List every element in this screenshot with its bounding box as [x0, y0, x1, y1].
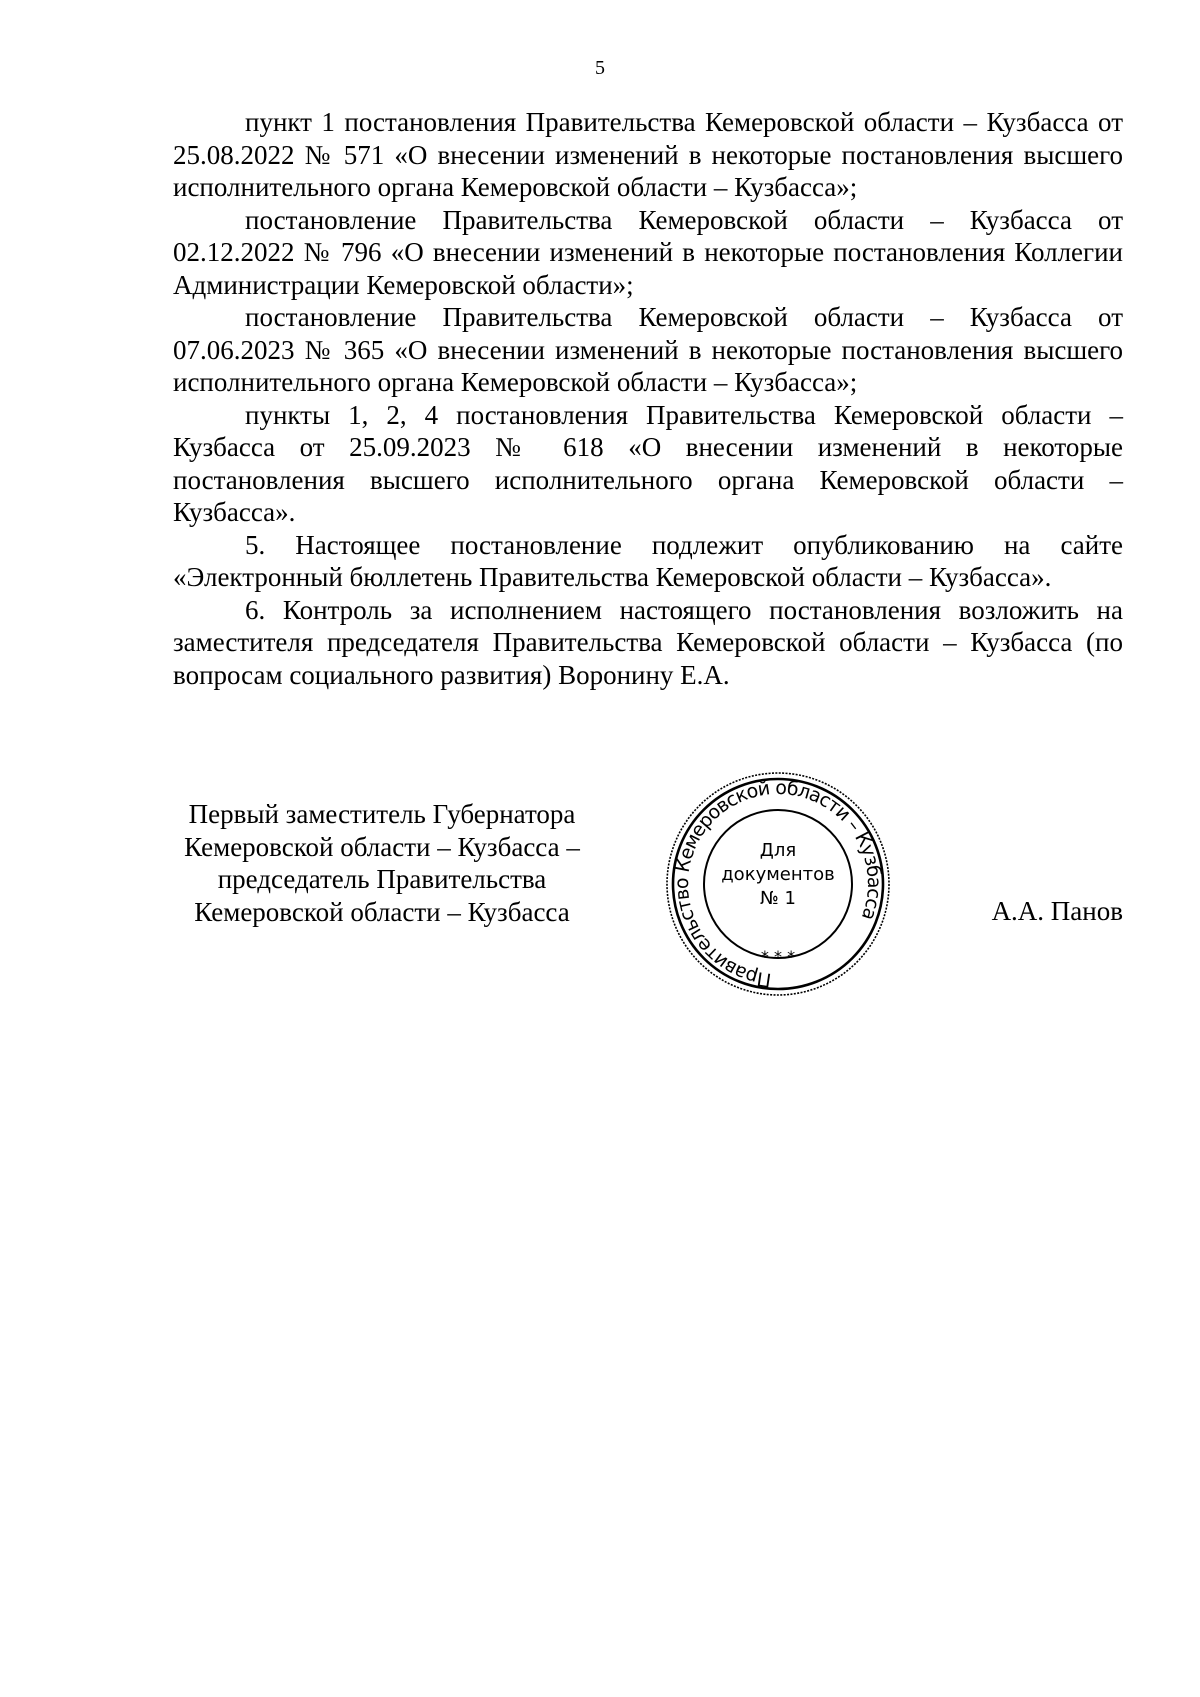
signatory-title [172, 798, 592, 928]
paragraph-item-4: пункты 1, 2, 4 постановления Правительства Кемеровской области – Кузбасса от 25.09.2023 № 618 «О внесении изменений в некоторые постановления высшего исполнительного органа Кемеровской области – Кузбасса». [173, 399, 1123, 527]
seal-center-line: № 1 [760, 888, 796, 909]
paragraph-item-1: пункт 1 постановления Правительства Кемеровской области – Кузбасса от 25.08.2022 № 571 «О внесении изменений в некоторые постановления высшего исполнительного органа Кемеровской области – Кузбасса»; [173, 107, 1123, 202]
signatory-title-line: Первый заместитель Губернатора [188, 799, 576, 829]
seal-stars: * * * [760, 947, 796, 966]
official-seal-stamp [666, 772, 890, 996]
paragraph-6-control: 6. Контроль за исполнением настоящего постановления возложить на заместителя председателя Правительства Кемеровской области – Кузбасса (по вопросам социального развития) Воронину Е.А. [173, 594, 1123, 690]
page-number: 5 [595, 57, 605, 79]
paragraph-item-2: постановление Правительства Кемеровской области – Кузбасса от 02.12.2022 № 796 «О внесении изменений в некоторые постановления Коллегии Администрации Кемеровской области»; [173, 204, 1123, 300]
signatory-title-line: Кемеровской области – Кузбасса – [184, 831, 580, 862]
seal-center-line: Для [759, 840, 797, 861]
signatory-title-line: Кемеровской области – Кузбасса [194, 896, 570, 927]
seal-center-line: документов [721, 864, 835, 885]
paragraph-5-publication: 5. Настоящее постановление подлежит опубликованию на сайте «Электронный бюллетень Правительства Кемеровской области – Кузбасса». [173, 529, 1123, 592]
seal-ring-text: Правительство Кемеровской области – Кузбасса [670, 776, 886, 991]
signer-name: А.А. Панов [991, 896, 1123, 926]
paragraph-item-3: постановление Правительства Кемеровской области – Кузбасса от 07.06.2023 № 365 «О внесении изменений в некоторые постановления высшего исполнительного органа Кемеровской области – Кузбасса»; [173, 302, 1123, 397]
document-body [173, 106, 1123, 691]
signatory-title-line: председатель Правительства [217, 864, 547, 894]
